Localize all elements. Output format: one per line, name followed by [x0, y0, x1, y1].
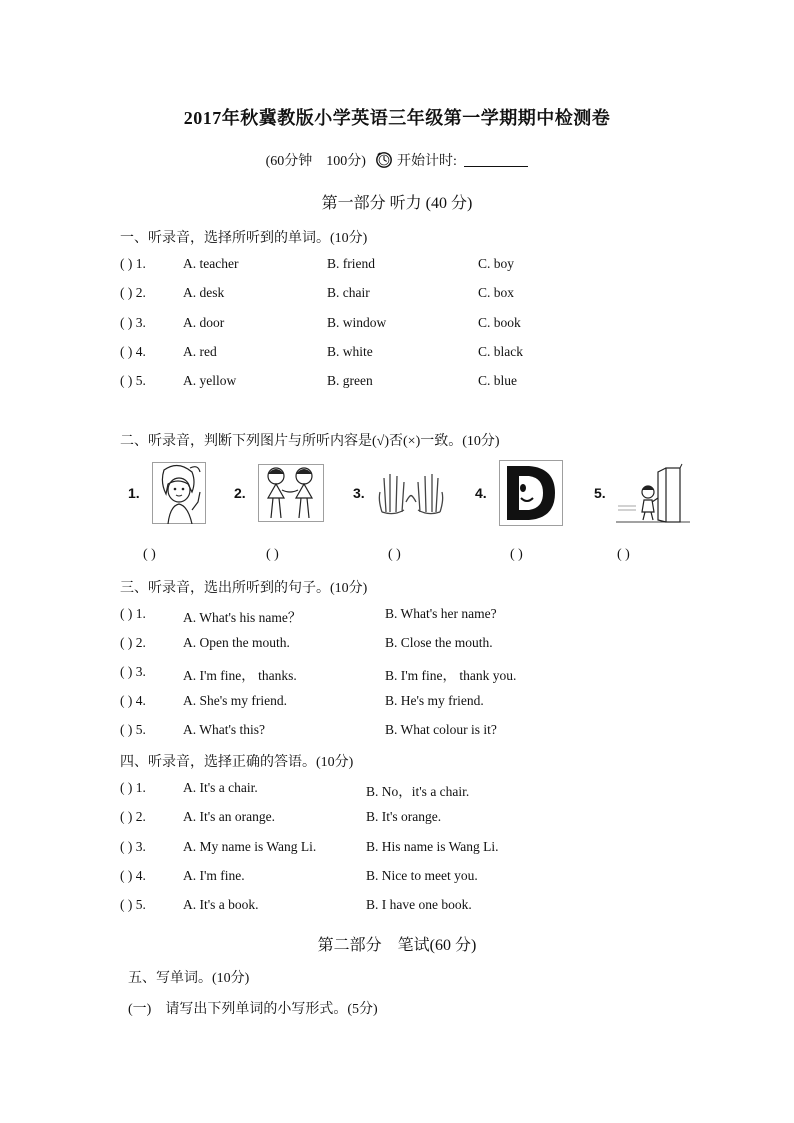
- question-row: [120, 635, 720, 655]
- boy-at-door-icon: [616, 462, 690, 524]
- answer-blank-number[interactable]: ( ) 5.: [120, 722, 146, 737]
- two-girls-icon: [258, 464, 324, 522]
- question-row: [120, 839, 720, 859]
- part2-title: 第二部分 笔试(60 分): [317, 937, 477, 954]
- answer-blank-number[interactable]: ( ) 4.: [120, 693, 146, 708]
- answer-blank-number[interactable]: ( ) 1.: [120, 780, 146, 795]
- option-b: B. Nice to meet you.: [366, 867, 478, 883]
- answer-blank-number[interactable]: ( ) 5.: [120, 897, 146, 913]
- answer-blank-1[interactable]: ( ): [143, 547, 156, 562]
- question-row: [120, 722, 720, 742]
- option-a: A. What's his name？: [183, 610, 302, 625]
- answer-blank-number[interactable]: ( ) 1.: [120, 256, 146, 271]
- section4-heading: 四、听录音，选择正确的答语。(10分): [120, 755, 354, 770]
- clock-icon: [375, 151, 393, 169]
- option-b: B. I have one book.: [366, 897, 472, 913]
- question-row: [120, 285, 720, 305]
- section5-sub1: (一) 请写出下列单词的小写形式。(5分): [128, 1002, 378, 1017]
- exam-info: [0, 150, 794, 170]
- option-a: A. What's this?: [183, 722, 266, 737]
- option-a: A. door: [183, 314, 225, 330]
- answer-blank-number[interactable]: ( ) 3.: [120, 314, 146, 330]
- question-row: [120, 606, 720, 626]
- option-a: A. It's a book.: [183, 897, 259, 913]
- section1-heading: 一、听录音，选择所听到的单词。(10分): [120, 231, 368, 246]
- question-row: [120, 897, 720, 917]
- option-b: B. It's orange.: [366, 809, 442, 825]
- answer-blank-number[interactable]: ( ) 3.: [120, 838, 146, 854]
- option-b: B. His name is Wang Li.: [366, 838, 499, 854]
- question-row: [120, 868, 720, 888]
- option-a: A. It's a chair.: [183, 780, 258, 795]
- option-c: C. box: [478, 285, 515, 301]
- option-b: B. He's my friend.: [385, 693, 484, 708]
- question-row: [120, 256, 720, 276]
- option-c: C. book: [478, 314, 521, 330]
- question-row: [120, 315, 720, 335]
- option-a: A. teacher: [183, 256, 239, 271]
- option-b: B. green: [327, 373, 373, 389]
- start-time-label: 开始计时:: [396, 154, 457, 169]
- answer-blank-number[interactable]: ( ) 2.: [120, 635, 146, 650]
- option-c: C. boy: [478, 256, 515, 271]
- question-row: [120, 344, 720, 364]
- picture-label-4: 4.: [475, 485, 487, 501]
- part1-title: 第一部分 听力 (40 分): [321, 195, 473, 212]
- answer-blank-4[interactable]: ( ): [510, 547, 523, 562]
- option-a: A. It's an orange.: [183, 809, 276, 825]
- option-b: B. Close the mouth.: [385, 635, 493, 650]
- option-a: A. yellow: [183, 373, 237, 389]
- answer-blank-number[interactable]: ( ) 4.: [120, 867, 146, 883]
- answer-blank-number[interactable]: ( ) 1.: [120, 606, 146, 621]
- option-a: A. My name is Wang Li.: [183, 838, 317, 854]
- option-b: B. I'm fine， thank you.: [385, 668, 517, 683]
- section5-heading: 五、写单词。(10分): [128, 971, 250, 986]
- girl-pointing-icon: [152, 462, 206, 524]
- option-c: C. blue: [478, 373, 517, 389]
- question-row: [120, 780, 720, 800]
- question-row: [120, 373, 720, 393]
- option-a: A. I'm fine， thanks.: [183, 668, 297, 683]
- letter-d-icon: [499, 460, 563, 526]
- option-b: B. No，it's a chair.: [366, 784, 470, 799]
- answer-blank-number[interactable]: ( ) 2.: [120, 809, 146, 825]
- option-b: B. friend: [327, 256, 375, 271]
- option-a: A. desk: [183, 285, 225, 301]
- section2-heading: 二、听录音，判断下列图片与所听内容是(√)否(×)一致。(10分): [120, 434, 500, 449]
- two-hands-icon: [376, 472, 446, 516]
- picture-label-5: 5.: [594, 485, 606, 501]
- answer-blank-2[interactable]: ( ): [266, 547, 279, 562]
- question-row: [120, 809, 720, 829]
- answer-blank-3[interactable]: ( ): [388, 547, 401, 562]
- option-a: A. red: [183, 343, 217, 359]
- question-row: [120, 664, 720, 684]
- option-c: C. black: [478, 343, 523, 359]
- option-b: B. chair: [327, 285, 370, 301]
- question-row: [120, 693, 720, 713]
- picture-label-2: 2.: [234, 485, 246, 501]
- answer-blank-number[interactable]: ( ) 2.: [120, 285, 146, 301]
- start-time-blank[interactable]: [464, 152, 528, 167]
- option-a: A. She's my friend.: [183, 693, 288, 708]
- picture-label-1: 1.: [128, 485, 140, 501]
- duration-score: (60分钟 100分): [265, 154, 366, 169]
- option-a: A. I'm fine.: [183, 867, 245, 883]
- option-b: B. white: [327, 343, 373, 359]
- answer-blank-number[interactable]: ( ) 3.: [120, 664, 146, 679]
- answer-blank-number[interactable]: ( ) 4.: [120, 343, 146, 359]
- answer-blank-5[interactable]: ( ): [617, 547, 630, 562]
- option-b: B. window: [327, 314, 387, 330]
- picture-label-3: 3.: [353, 485, 365, 501]
- option-b: B. What colour is it?: [385, 722, 497, 737]
- section3-heading: 三、听录音，选出所听到的句子。(10分): [120, 581, 368, 596]
- option-b: B. What's her name?: [385, 606, 497, 621]
- page-title: 2017年秋冀教版小学英语三年级第一学期期中检测卷: [183, 108, 611, 128]
- option-a: A. Open the mouth.: [183, 635, 290, 650]
- answer-blank-number[interactable]: ( ) 5.: [120, 373, 146, 389]
